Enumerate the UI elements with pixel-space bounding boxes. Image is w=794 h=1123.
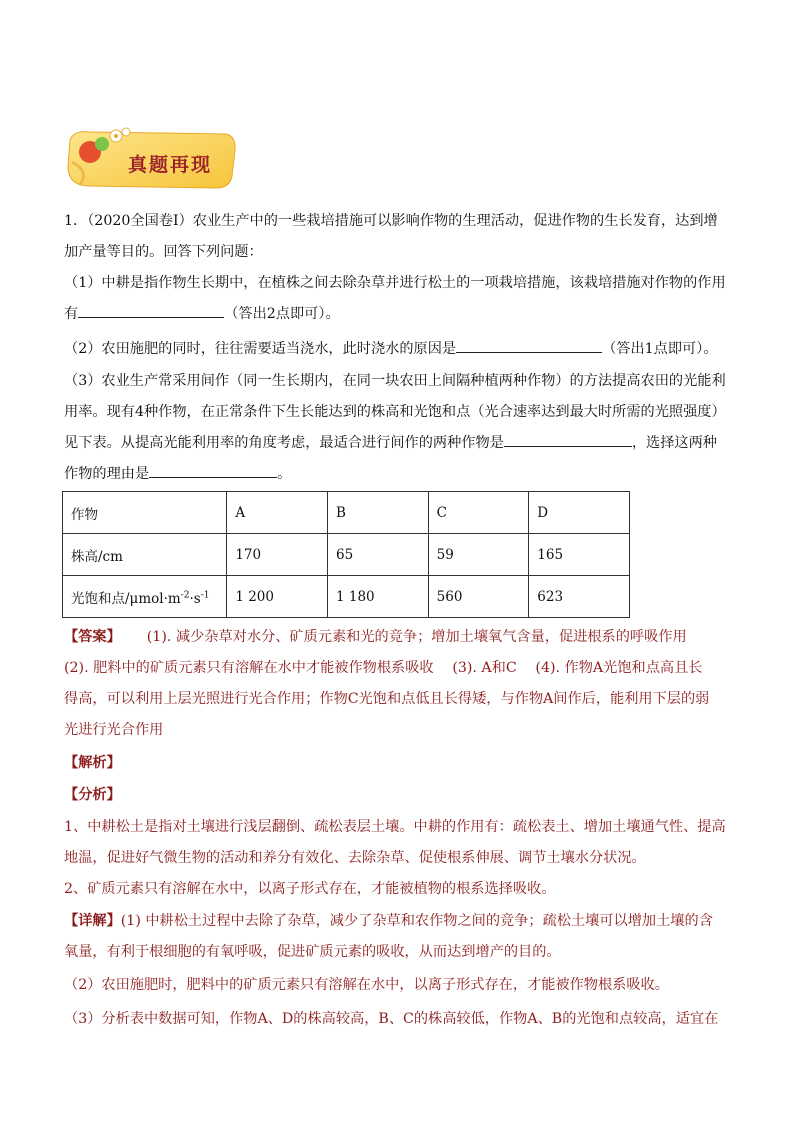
answer-blank xyxy=(456,338,602,353)
table-cell: D xyxy=(529,492,630,534)
table-row xyxy=(63,576,630,618)
analysis-line: 地温，促进好气微生物的活动和养分有效化、去除杂草、促使根系伸展、调节土壤水分状况。 xyxy=(64,850,646,866)
table-cell: 作物 xyxy=(63,492,227,534)
question-line: （3）农业生产常采用间作（同一生长期内，在同一块农田上间隔种植两种作物）的方法提高农田的光能利 xyxy=(64,373,726,389)
section-banner xyxy=(60,122,238,194)
question-line xyxy=(64,303,734,325)
row-label: 光饱和点/μmol·m xyxy=(71,590,181,607)
table-cell: 1 200 xyxy=(227,576,328,618)
banner-title: 真题再现 xyxy=(128,154,213,176)
table-cell: 65 xyxy=(327,534,428,576)
table-row xyxy=(63,492,630,534)
question-line: （1）中耕是指作物生长期中，在植株之间去除杂草并进行松土的一项栽培措施，该栽培措施对作物的作用 xyxy=(64,275,726,291)
detail-line xyxy=(64,910,734,932)
detail-text: (1) 中耕松土过程中去除了杂草，减少了杂草和农作物之间的竞争；疏松土壤可以增加土壤的含 xyxy=(120,913,713,929)
question-line: 1．（2020全国卷Ⅰ）农业生产中的一些栽培措施可以影响作物的生理活动，促进作物的生长发育，达到增 xyxy=(64,213,718,229)
section-heading: 【分析】 xyxy=(64,787,121,803)
detail-line: 氧量，有利于根细胞的有氧呼吸，促进矿质元素的吸收，从而达到增产的目的。 xyxy=(64,944,561,960)
question-text: （2）农田施肥的同时，往往需要适当浇水，此时浇水的原因是 xyxy=(64,341,457,357)
answer-label: 【答案】 xyxy=(64,629,121,645)
question-text: （答出1点即可）。 xyxy=(602,341,718,357)
superscript: -1 xyxy=(200,590,210,600)
answer-line xyxy=(64,626,734,648)
question-text: 有 xyxy=(64,306,79,322)
table-cell: 165 xyxy=(529,534,630,576)
answer-blank xyxy=(78,303,224,318)
question-text: 作物的理由是 xyxy=(64,466,150,482)
answer-line: (2). 肥料中的矿质元素只有溶解在水中才能被作物根系吸收 (3). A和C (4). 作物A光饱和点高且长 xyxy=(64,660,703,676)
table-cell: 株高/cm xyxy=(63,534,227,576)
table-cell: C xyxy=(428,492,529,534)
table-cell: A xyxy=(227,492,328,534)
section-heading: 【解析】 xyxy=(64,755,121,771)
question-line: 用率。现有4种作物，在正常条件下生长能达到的株高和光饱和点（光合速率达到最大时所需的光照强度） xyxy=(64,404,726,420)
table-cell: 623 xyxy=(529,576,630,618)
detail-line: （3）分析表中数据可知，作物A、D的株高较高，B、C的株高较低，作物A、B的光饱和点较高，适宜在 xyxy=(64,1011,719,1027)
table-cell xyxy=(63,576,227,618)
question-line xyxy=(64,338,734,360)
answer-line: 得高，可以利用上层光照进行光合作用；作物C光饱和点低且长得矮，与作物A间作后，能利用下层的弱 xyxy=(64,691,710,707)
analysis-line: 2、矿质元素只有溶解在水中，以离子形式存在，才能被植物的根系选择吸收。 xyxy=(64,881,556,897)
question-line xyxy=(64,463,734,485)
question-line: 加产量等目的。回答下列问题： xyxy=(64,244,263,260)
question-text: ，选择这两种 xyxy=(631,435,717,451)
answer-blank xyxy=(149,463,277,478)
table-cell: B xyxy=(327,492,428,534)
table-cell: 59 xyxy=(428,534,529,576)
superscript: -2 xyxy=(180,590,190,600)
answer-line: 光进行光合作用 xyxy=(64,722,164,738)
row-label: ·s xyxy=(189,590,201,607)
crop-table xyxy=(62,491,630,618)
question-text: 。 xyxy=(277,466,292,482)
table-cell: 560 xyxy=(428,576,529,618)
question-line xyxy=(64,432,734,454)
analysis-line: 1、中耕松土是指对土壤进行浅层翻倒、疏松表层土壤。中耕的作用有：疏松表土、增加土壤通气性、提高 xyxy=(64,819,726,835)
table-cell: 1 180 xyxy=(327,576,428,618)
table-row xyxy=(63,534,630,576)
detail-line: （2）农田施肥时，肥料中的矿质元素只有溶解在水中，以离子形式存在，才能被作物根系吸收。 xyxy=(64,977,669,993)
question-text: 见下表。从提高光能利用率的角度考虑，最适合进行间作的两种作物是 xyxy=(64,435,504,451)
answer-text: (1). 减少杂草对水分、矿质元素和光的竞争；增加土壤氧气含量，促进根系的呼吸作用 xyxy=(146,629,687,645)
table-cell: 170 xyxy=(227,534,328,576)
detail-label: 【详解】 xyxy=(64,913,121,929)
answer-blank xyxy=(504,432,632,447)
question-text: （答出2点即可）。 xyxy=(224,306,340,322)
